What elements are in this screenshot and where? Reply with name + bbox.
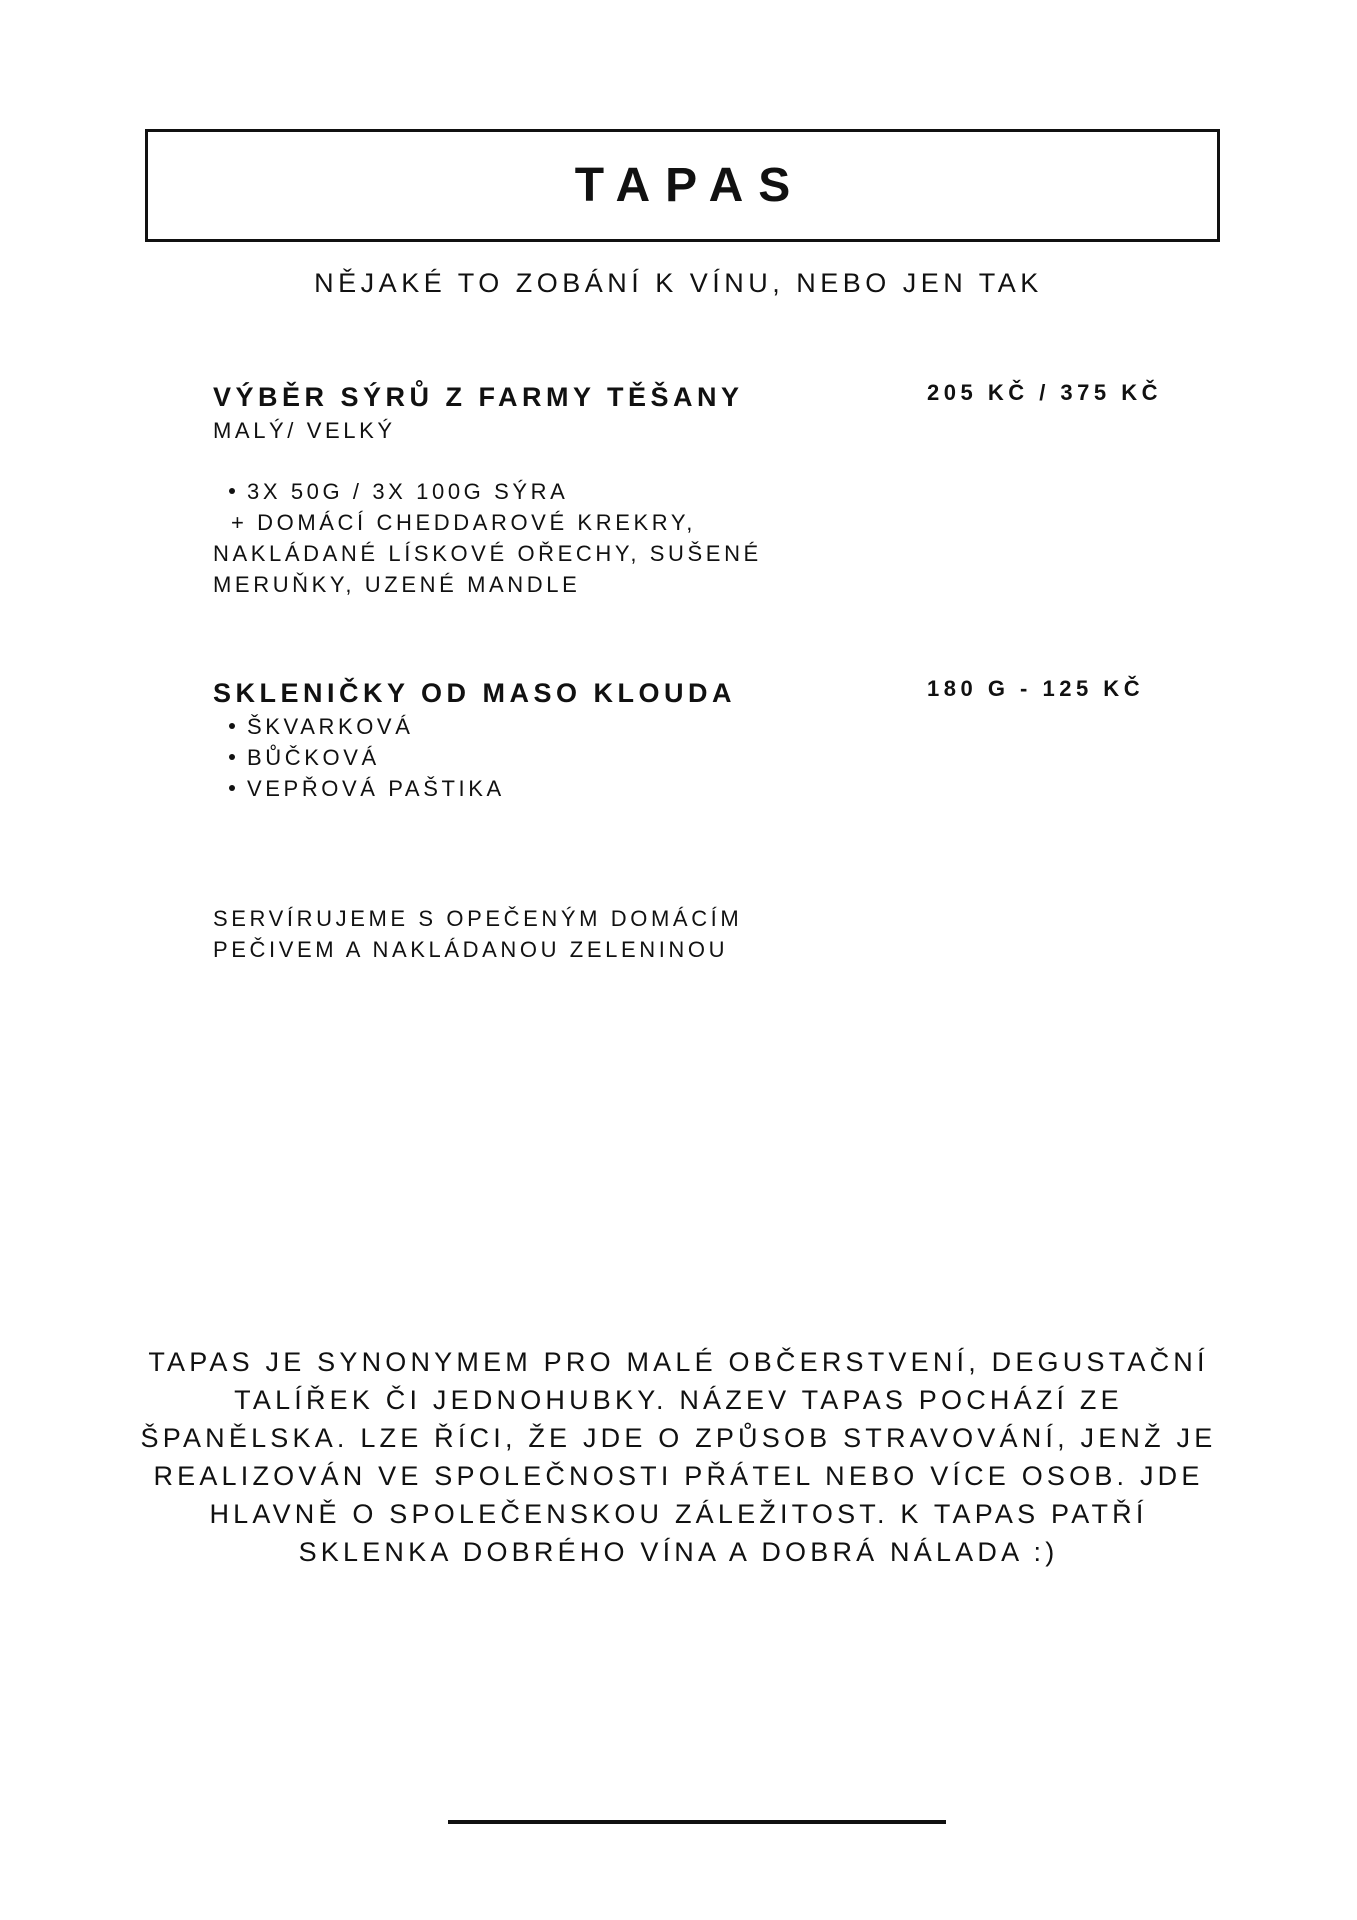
- list-item: [213, 742, 380, 773]
- bullet-icon: [229, 785, 235, 791]
- serving-note-line: SERVÍRUJEME S OPEČENÝM DOMÁCÍM: [213, 906, 743, 931]
- menu-item-price: 205 KČ / 375 KČ: [927, 380, 1163, 405]
- menu-item-name: SKLENIČKY OD MASO KLOUDA: [213, 678, 737, 708]
- menu-item-price: 180 G - 125 KČ: [927, 676, 1145, 701]
- bullet-text: 3X 50G / 3X 100G SÝRA: [247, 479, 569, 504]
- list-item-text: BŮČKOVÁ: [247, 745, 380, 770]
- list-item-text: ŠKVARKOVÁ: [247, 714, 414, 739]
- description-line: TAPAS JE SYNONYMEM PRO MALÉ OBČERSTVENÍ, DEGUSTAČNÍ: [148, 1347, 1209, 1377]
- bullet-icon: [229, 754, 235, 760]
- bullet-icon: [229, 488, 235, 494]
- bottom-divider: [448, 1820, 946, 1824]
- page-title: TAPAS: [574, 159, 806, 212]
- menu-item-extras-line: + DOMÁCÍ CHEDDAROVÉ KREKRY,: [231, 510, 696, 535]
- menu-item-name: VÝBĚR SÝRŮ Z FARMY TĚŠANY: [213, 382, 744, 412]
- list-item: [213, 711, 413, 742]
- menu-item-bullet: [213, 476, 568, 507]
- list-item: [213, 773, 505, 804]
- page-subtitle: NĚJAKÉ TO ZOBÁNÍ K VÍNU, NEBO JEN TAK: [314, 268, 1043, 298]
- bullet-icon: [229, 723, 235, 729]
- description-line: REALIZOVÁN VE SPOLEČNOSTI PŘÁTEL NEBO VÍCE OSOB. JDE: [153, 1461, 1204, 1491]
- description-line: TALÍŘEK ČI JEDNOHUBKY. NÁZEV TAPAS POCHÁZÍ ZE: [234, 1385, 1123, 1415]
- title-box: [145, 129, 1220, 242]
- serving-note-line: PEČIVEM A NAKLÁDANOU ZELENINOU: [213, 937, 729, 962]
- description-paragraph: [100, 1343, 1257, 1571]
- menu-item-size-note: MALÝ/ VELKÝ: [213, 418, 396, 443]
- description-line: ŠPANĚLSKA. LZE ŘÍCI, ŽE JDE O ZPŮSOB STRAVOVÁNÍ, JENŽ JE: [140, 1423, 1217, 1453]
- description-line: HLAVNĚ O SPOLEČENSKOU ZÁLEŽITOST. K TAPAS PATŘÍ: [209, 1499, 1148, 1529]
- menu-item-extras-line: MERUŇKY, UZENÉ MANDLE: [213, 572, 581, 597]
- list-item-text: VEPŘOVÁ PAŠTIKA: [247, 776, 505, 801]
- menu-item-extras-line: NAKLÁDANÉ LÍSKOVÉ OŘECHY, SUŠENÉ: [213, 541, 762, 566]
- description-line: SKLENKA DOBRÉHO VÍNA A DOBRÁ NÁLADA :): [298, 1537, 1059, 1567]
